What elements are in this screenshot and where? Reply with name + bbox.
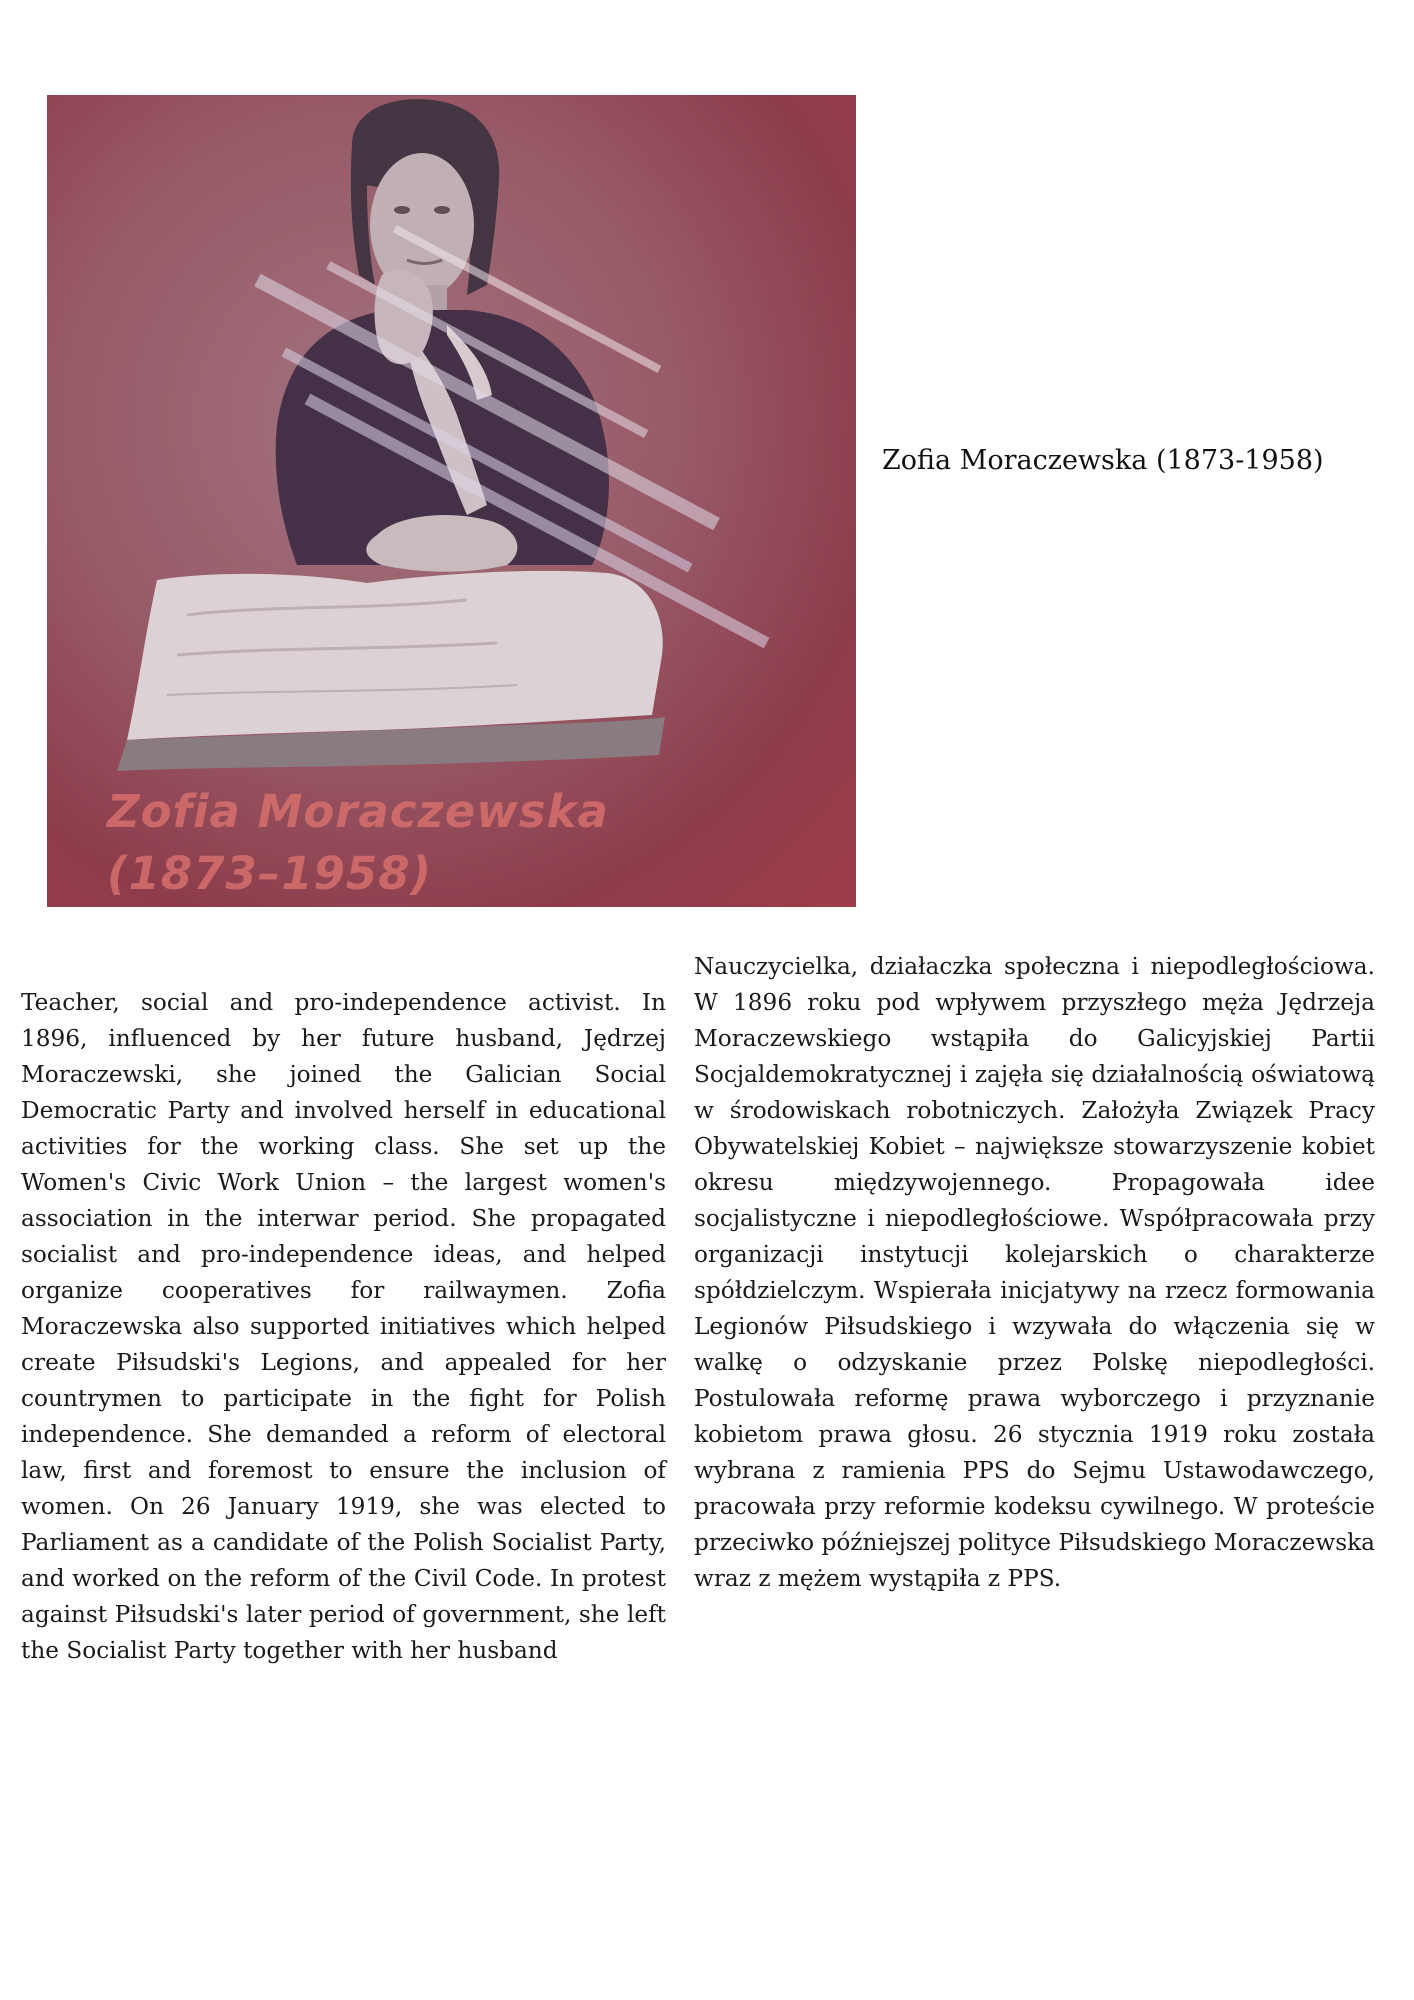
- portrait-photo: [47, 95, 856, 907]
- photo-caption-name: Zofia Moraczewska: [107, 785, 609, 838]
- english-biography: Teacher, social and pro-independence activist. In 1896, influenced by her future husband, Jędrzej Moraczewski, she joined the Galician Social Democratic Party and involved herself in educational activities for the working class. She set up the Women's Civic Work Union – the largest women's association in the interwar period. She propagated socialist and pro-independence ideas, and helped organize cooperatives for railwaymen. Zofia Moraczewska also supported initiatives which helped create Piłsudski's Legions, and appealed for her countrymen to participate in the fight for Polish independence. She demanded a reform of electoral law, first and foremost to ensure the inclusion of women. On 26 January 1919, she was elected to Parliament as a candidate of the Polish Socialist Party, and worked on the reform of the Civil Code. In protest against Piłsudski's later period of government, she left the Socialist Party together with her husband: [21, 989, 666, 1664]
- photo-caption-years: (1873–1958): [107, 847, 433, 900]
- figure-caption: Zofia Moraczewska (1873-1958): [882, 445, 1324, 476]
- polish-biography: Nauczycielka, działaczka społeczna i niepodległościowa. W 1896 roku pod wpływem przyszłego męża Jędrzeja Moraczewskiego wstąpiła do Galicyjskiej Partii Socjaldemokratycznej i zajęła się działalnością oświatową w środowiskach robotniczych. Założyła Związek Pracy Obywatelskiej Kobiet – największe stowarzyszenie kobiet okresu międzywojennego. Propagowała idee socjalistyczne i niepodległościowe. Współpracowała przy organizacji instytucji kolejarskich o charakterze spółdzielczym. Wspierała inicjatywy na rzecz formowania Legionów Piłsudskiego i wzywała do włączenia się w walkę o odzyskanie przez Polskę niepodległości. Postulowała reformę prawa wyborczego i przyznanie kobietom prawa głosu. 26 stycznia 1919 roku została wybrana z ramienia PPS do Sejmu Ustawodawczego, pracowała przy reformie kodeksu cywilnego. W proteście przeciwko późniejszej polityce Piłsudskiego Moraczewska wraz z mężem wystąpiła z PPS.: [694, 953, 1375, 1592]
